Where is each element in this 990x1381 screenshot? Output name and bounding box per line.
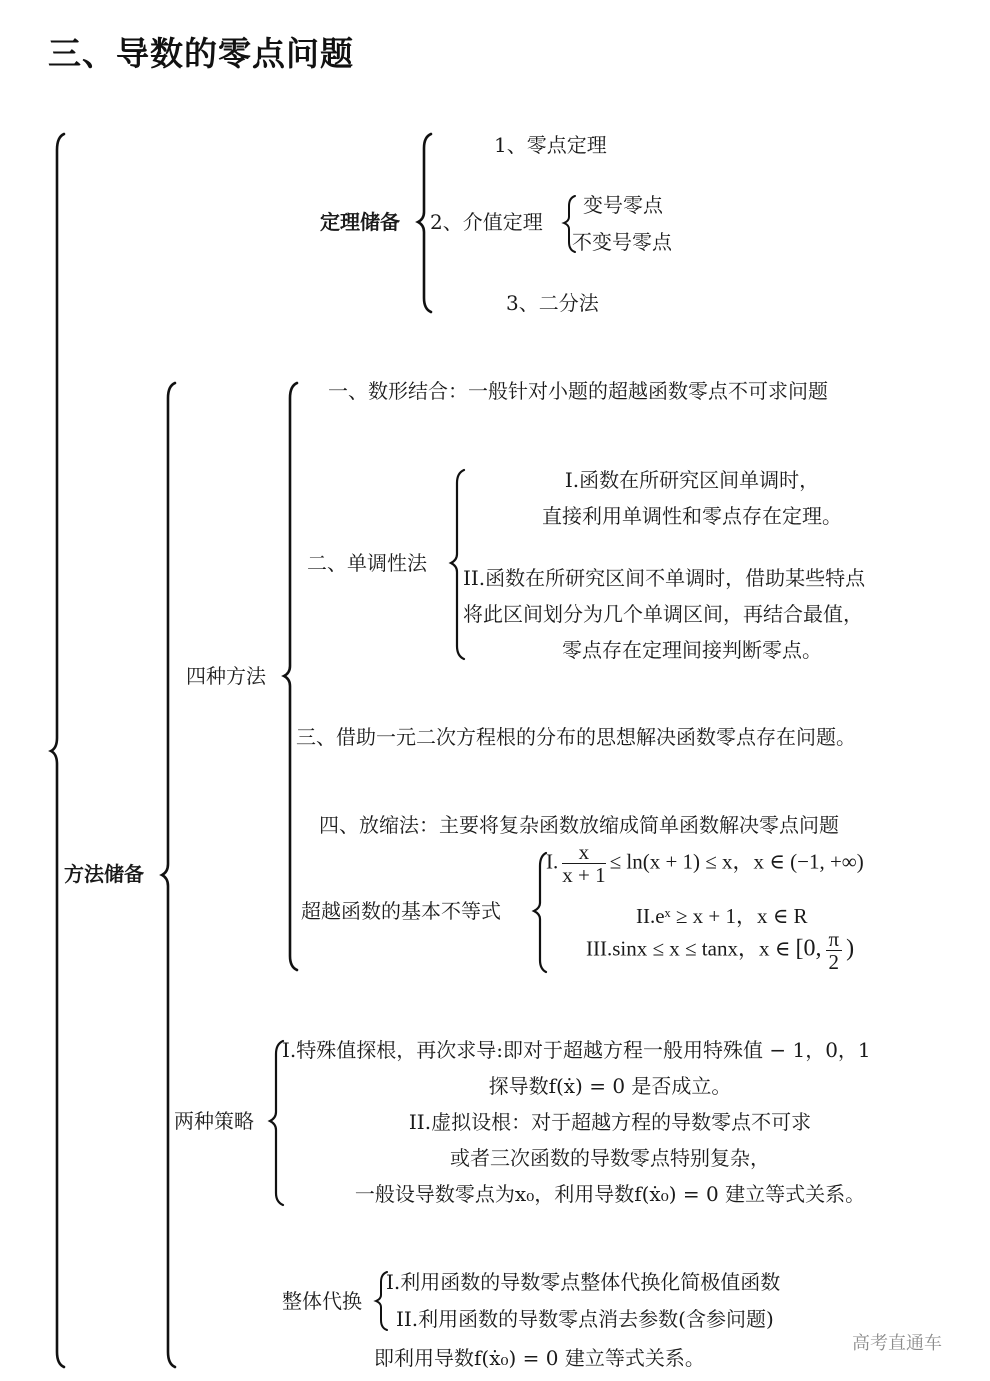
inequality-3-close: ) xyxy=(846,935,855,962)
method-2-line-3: II.函数在所研究区间不单调时，借助某些特点 xyxy=(463,566,866,590)
monotonic-brace xyxy=(451,470,464,659)
inequality-3 xyxy=(586,928,854,973)
strategy-line-1: I.特殊值探根，再次求导:即对于超越方程一般用特殊值 − 1，0，1 xyxy=(282,1038,871,1062)
method-reserve-label: 方法储备 xyxy=(64,862,144,886)
substitution-label: 整体代换 xyxy=(282,1289,362,1313)
method-2-label: 二、单调性法 xyxy=(307,551,427,575)
theorem-item-zero-point: 1、零点定理 xyxy=(494,133,607,157)
substitution-line-1: I.利用函数的导数零点整体代换化简极值函数 xyxy=(386,1270,781,1294)
page-title: 三、导数的零点问题 xyxy=(48,34,354,73)
method-3-text: 三、借助一元二次方程根的分布的思想解决函数零点存在问题。 xyxy=(296,725,856,749)
inequality-brace xyxy=(534,853,546,972)
strategy-line-4: 或者三次函数的导数零点特别复杂， xyxy=(450,1146,770,1170)
method-4-text: 四、放缩法：主要将复杂函数放缩成简单函数解决零点问题 xyxy=(319,813,839,837)
inequality-3-open: [0, xyxy=(795,935,822,962)
strategy-line-2: 探导数f(ẋ) = 0 是否成立。 xyxy=(488,1074,732,1098)
strategy-line-5: 一般设导数零点为x₀，利用导数f(ẋ₀) = 0 建立等式关系。 xyxy=(354,1182,866,1206)
inequality-3-fraction: $\frac{\pi}{2}$ xyxy=(826,928,843,973)
inequality-1-prefix: I. xyxy=(546,849,559,874)
method-2-line-4: 将此区间划分为几个单调区间，再结合最值， xyxy=(463,602,863,626)
method-1-text: 一、数形结合：一般针对小题的超越函数零点不可求问题 xyxy=(328,379,828,403)
substitution-line-2: II.利用函数的导数零点消去参数(含参问题) xyxy=(396,1307,774,1331)
theorem-item-bisection: 3、二分法 xyxy=(506,291,599,315)
no-sign-change-zero: 不变号零点 xyxy=(572,230,672,254)
substitution-footer: 即利用导数f(ẋ₀) = 0 建立等式关系。 xyxy=(374,1346,705,1370)
theorem-item-intermediate-value: 2、介值定理 xyxy=(430,210,543,234)
method-brace xyxy=(162,383,175,1367)
inequality-2: II.eˣ ≥ x + 1，x ∈ R xyxy=(636,904,808,928)
method-2-line-2: 直接利用单调性和零点存在定理。 xyxy=(542,504,842,528)
two-strategies-label: 两种策略 xyxy=(174,1109,254,1133)
method-2-line-1: I.函数在所研究区间单调时， xyxy=(564,468,820,492)
method-2-line-5: 零点存在定理间接判断零点。 xyxy=(562,638,822,662)
inequality-1-rest: ≤ ln(x + 1) ≤ x，x ∈ (−1, +∞) xyxy=(609,849,864,874)
watermark: 高考直通车 xyxy=(852,1333,942,1354)
outer-brace xyxy=(51,134,64,1367)
theorem-reserve-label: 定理储备 xyxy=(320,210,400,234)
inequality-3-prefix: III.sinx ≤ x ≤ tanx，x ∈ xyxy=(586,936,796,961)
sign-change-zero: 变号零点 xyxy=(583,193,663,217)
strategy-line-3: II.虚拟设根：对于超越方程的导数零点不可求 xyxy=(408,1110,812,1134)
four-methods-brace xyxy=(284,383,297,970)
inequality-1 xyxy=(546,841,864,886)
four-methods-label: 四种方法 xyxy=(186,664,266,688)
inequality-1-fraction: $\frac{x}{x + 1}$ xyxy=(562,840,606,887)
inequalities-label: 超越函数的基本不等式 xyxy=(301,899,501,923)
